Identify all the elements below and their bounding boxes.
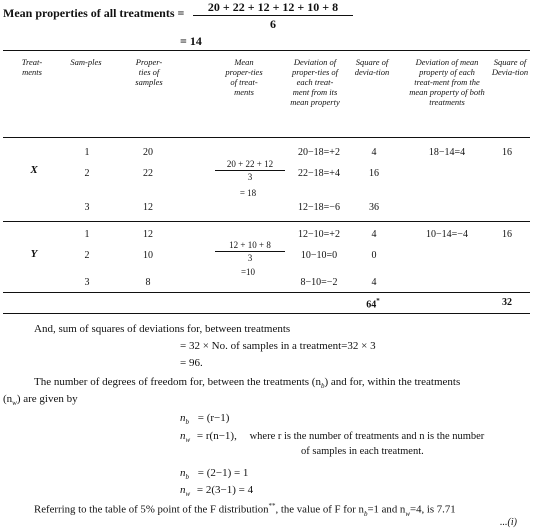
header-mean-square: Square of Devia-tion — [491, 57, 529, 77]
property-y-1: 12 — [143, 229, 153, 240]
equation-2-note: where r is the number of treatments and n is the number — [249, 431, 485, 442]
header-mean-properties: Mean proper-ties of treat-ments — [225, 57, 263, 97]
square-total-value: 64 — [366, 299, 377, 311]
text-last-a: Referring to the table of 5% point of the F distribution — [34, 503, 269, 516]
property-x-3: 12 — [143, 202, 153, 213]
deviation-y-1: 12−10=+2 — [298, 229, 340, 240]
equation-3 — [180, 467, 248, 481]
header-properties: Proper-ties of samples — [135, 57, 163, 87]
text-last-mark: ** — [268, 502, 276, 510]
mean-x-numerator: 20 + 22 + 12 — [226, 159, 274, 169]
text-last-b: , the value of F for n — [275, 503, 364, 516]
text-last-sub-1: b — [363, 509, 368, 518]
totals-top-rule — [3, 292, 530, 293]
mean-x-denominator: 3 — [247, 172, 253, 182]
property-y-3: 8 — [145, 277, 151, 288]
equation-2-sub: w — [185, 436, 191, 445]
header-square-deviation: Square of devia-tion — [354, 57, 390, 77]
square-total-mark: * — [376, 297, 380, 305]
square-y-2: 0 — [371, 250, 377, 261]
equation-2-note-2: of samples in each treatment. — [301, 446, 424, 457]
group-divider — [3, 221, 530, 222]
equation-4 — [180, 484, 253, 498]
square-y-1: 4 — [371, 229, 377, 240]
mean-y-fraction — [215, 240, 285, 263]
equation-2-rhs: = r(n−1), — [196, 430, 237, 442]
mean-y-numerator: 12 + 10 + 8 — [229, 240, 271, 250]
deviation-x-2: 22−18=+4 — [298, 168, 340, 179]
square-total — [358, 297, 388, 310]
text-line-4-sub: b — [320, 382, 325, 391]
mean-y-value: =10 — [240, 267, 256, 277]
property-x-2: 22 — [143, 168, 153, 179]
text-line-1: And, sum of squares of deviations for, between treatments — [34, 323, 291, 335]
header-bottom-rule — [3, 137, 530, 138]
equation-1-rhs: = (r−1) — [197, 412, 230, 424]
text-line-4-b: ) and for, within the treatments — [324, 376, 461, 388]
text-line-5-a: (n — [3, 393, 13, 405]
square-x-3: 36 — [369, 202, 379, 213]
sample-y-3: 3 — [84, 277, 90, 288]
property-x-1: 20 — [143, 147, 153, 158]
equation-3-sub: b — [185, 473, 189, 482]
mean-x-bar — [215, 170, 285, 171]
text-line-5-sub: w — [12, 399, 17, 408]
equation-4-sub: w — [185, 490, 191, 499]
sample-y-2: 2 — [84, 250, 90, 261]
text-line-4 — [34, 376, 460, 390]
treatment-y: Y — [30, 248, 38, 260]
mean-square-x: 16 — [502, 147, 512, 158]
equation-3-rhs: = (2−1) = 1 — [197, 467, 249, 479]
equation-2-lhs: n — [180, 430, 186, 442]
equation-4-rhs: = 2(3−1) = 4 — [196, 484, 254, 496]
text-last-c: =1 and n — [367, 503, 406, 516]
mean-square-y: 16 — [502, 229, 512, 240]
equation-1-sub: b — [185, 418, 189, 427]
sample-x-2: 2 — [84, 168, 90, 179]
text-last-d: =4, is 7.71 — [410, 503, 456, 516]
header-samples: Sam-ples — [70, 57, 102, 67]
mean-y-denominator: 3 — [247, 253, 253, 263]
mean-x-fraction — [215, 159, 285, 182]
mean-formula-bar — [193, 15, 353, 16]
sample-x-1: 1 — [84, 147, 90, 158]
header-treatments: Treat-ments — [21, 57, 43, 77]
deviation-y-2: 10−10=0 — [300, 250, 338, 261]
text-line-4-a: The number of degrees of freedom for, between the treatments (n — [34, 376, 321, 388]
text-last-sub-2: w — [405, 509, 410, 518]
header-mean-deviation: Deviation of mean property of each treat-ment from the mean property of both treatments — [409, 57, 485, 107]
equation-1 — [180, 412, 229, 426]
header-deviation: Deviation of proper-ties of each treat-ment from its mean property — [290, 57, 340, 107]
equation-3-lhs: n — [180, 467, 186, 479]
text-line-5-b: ) are given by — [16, 393, 78, 405]
text-last-line — [34, 502, 456, 518]
table-top-rule — [3, 50, 530, 51]
mean-square-total: 32 — [502, 297, 512, 308]
property-y-2: 10 — [143, 250, 153, 261]
text-line-2: = 32 × No. of samples in a treatment=32 × 3 — [180, 340, 376, 352]
mean-y-bar — [215, 251, 285, 252]
square-x-1: 4 — [371, 147, 377, 158]
text-line-3: = 96. — [180, 357, 203, 369]
sample-x-3: 3 — [84, 202, 90, 213]
deviation-y-3: 8−10=−2 — [300, 277, 338, 288]
equation-label: ...(i) — [500, 517, 517, 528]
mean-formula-lhs: Mean properties of all treatments = — [3, 6, 185, 20]
equation-1-lhs: n — [180, 412, 186, 424]
deviation-x-1: 20−18=+2 — [298, 147, 340, 158]
deviation-x-3: 12−18=−6 — [298, 202, 340, 213]
sample-y-1: 1 — [84, 229, 90, 240]
mean-x-value: = 18 — [239, 188, 257, 198]
mean-formula-result: = 14 — [180, 34, 202, 48]
mean-formula-denominator: 6 — [270, 17, 276, 31]
mean-deviation-y: 10−14=−4 — [426, 229, 468, 240]
treatment-x: X — [30, 164, 38, 176]
table-bottom-rule — [3, 313, 530, 314]
equation-2 — [180, 430, 484, 444]
mean-formula-numerator: 20 + 22 + 12 + 12 + 10 + 8 — [207, 0, 339, 14]
square-x-2: 16 — [369, 168, 379, 179]
text-line-5 — [3, 393, 78, 407]
square-y-3: 4 — [371, 277, 377, 288]
equation-4-lhs: n — [180, 484, 186, 496]
mean-deviation-x: 18−14=4 — [428, 147, 466, 158]
